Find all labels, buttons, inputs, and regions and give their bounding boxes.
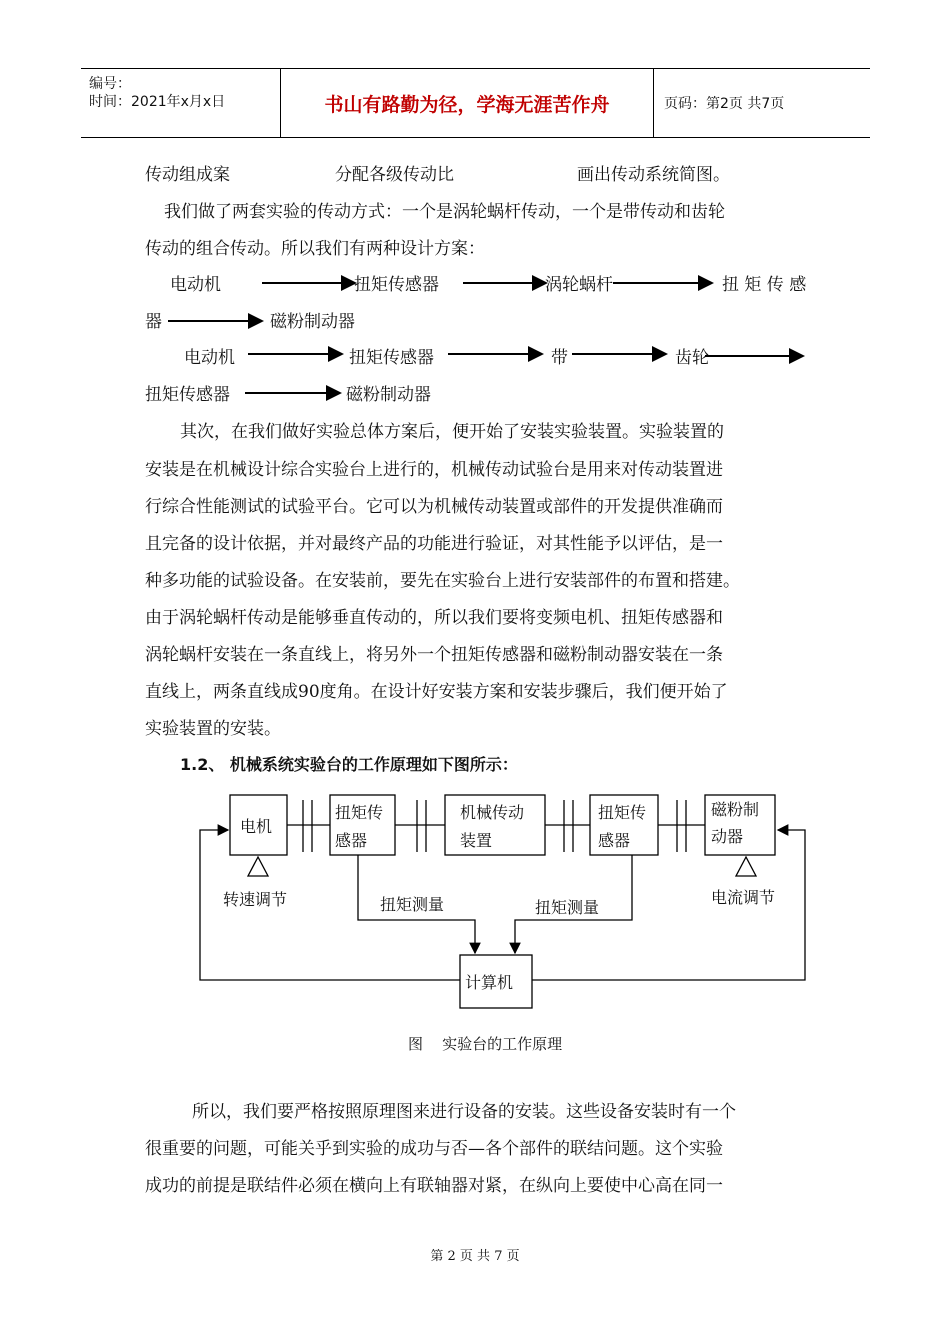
section-heading: 1.2、 机械系统实验台的工作原理如下图所示： xyxy=(180,755,518,774)
scheme2-magnetic-brake: 磁粉制动器 xyxy=(346,385,431,405)
step-2: 分配各级传动比 xyxy=(335,165,454,185)
scheme2-arrows xyxy=(0,330,950,410)
step-3: 画出传动系统简图。 xyxy=(577,165,730,185)
paragraph-2-line: 直线上，两条直线成90度角。在设计好安装方案和安装步骤后，我们便开始了 xyxy=(145,682,728,702)
current-adjust-label: 电流调节 xyxy=(711,888,776,907)
computer-label: 计算机 xyxy=(465,973,514,992)
scheme2-torque-sensor-2: 扭矩传感器 xyxy=(145,385,230,405)
paragraph-1-line-1: 我们做了两套实验的传动方式：一个是涡轮蜗杆传动，一个是带传动和齿轮 xyxy=(164,202,725,222)
scheme1-torque-sensor: 扭矩传感器 xyxy=(354,275,439,295)
paragraph-2-line: 涡轮蜗杆安装在一条直线上，将另外一个扭矩传感器和磁粉制动器安装在一条 xyxy=(145,645,723,665)
torque-measure-1-label: 扭矩测量 xyxy=(380,895,445,914)
brake-label: 动器 xyxy=(711,827,744,846)
scheme1-motor: 电动机 xyxy=(170,275,221,295)
scheme2-belt: 带 xyxy=(551,348,568,368)
mech-transmission-label: 机械传动 xyxy=(460,803,525,822)
scheme1-arrows xyxy=(0,0,950,340)
header-page-number: 页码：第2页 共7页 xyxy=(664,96,785,112)
paragraph-3-line: 成功的前提是联结件必须在横向上有联轴器对紧，在纵向上要使中心高在同一 xyxy=(145,1176,723,1196)
paragraph-2-line: 种多功能的试验设备。在安装前，要先在实验台上进行安装部件的布置和搭建。 xyxy=(145,571,740,591)
torque-sensor-1-label: 感器 xyxy=(335,831,368,850)
paragraph-2-line: 行综合性能测试的试验平台。它可以为机械传动装置或部件的开发提供准确而 xyxy=(145,497,723,517)
mech-transmission-label: 装置 xyxy=(460,831,493,850)
paragraph-3-line: 很重要的问题，可能关乎到实验的成功与否—各个部件的联结问题。这个实验 xyxy=(145,1139,723,1159)
paragraph-2-line: 其次，在我们做好实验总体方案后，便开始了安装实验装置。实验装置的 xyxy=(180,422,724,442)
header-slogan: 书山有路勤为径，学海无涯苦作舟 xyxy=(281,69,654,137)
speed-adjust-label: 转速调节 xyxy=(223,890,288,909)
scheme2-gear: 齿轮 xyxy=(675,348,709,368)
scheme2-torque-sensor: 扭矩传感器 xyxy=(349,348,434,368)
step-1: 传动组成案 xyxy=(145,165,230,185)
working-principle-diagram xyxy=(195,790,815,1025)
page-footer: 第 2 页 共 7 页 xyxy=(430,1249,520,1264)
figure-caption: 图 实验台的工作原理 xyxy=(408,1035,563,1053)
motor-label: 电机 xyxy=(240,817,273,836)
document-number: 编号： xyxy=(89,76,131,92)
paragraph-2-line: 且完备的设计依据，并对最终产品的功能进行验证，对其性能予以评估，是一 xyxy=(145,534,723,554)
torque-sensor-2-label: 感器 xyxy=(598,831,631,850)
torque-sensor-1-label: 扭矩传 xyxy=(335,803,384,822)
document-date: 时间：2021年x月x日 xyxy=(89,94,226,110)
scheme1-torque-sensor-2: 扭 矩 传 感 xyxy=(722,275,807,295)
paragraph-2-line: 安装是在机械设计综合实验台上进行的，机械传动试验台是用来对传动装置进 xyxy=(145,460,723,480)
scheme1-magnetic-brake: 磁粉制动器 xyxy=(270,312,355,332)
scheme2-motor: 电动机 xyxy=(184,348,235,368)
paragraph-2-line: 由于涡轮蜗杆传动是能够垂直传动的，所以我们要将变频电机、扭矩传感器和 xyxy=(145,608,723,628)
paragraph-2-line: 实验装置的安装。 xyxy=(145,719,281,739)
paragraph-1-line-2: 传动的组合传动。所以我们有两种设计方案： xyxy=(145,239,485,259)
scheme1-torque-sensor-2-cont: 器 xyxy=(145,312,162,332)
brake-label: 磁粉制 xyxy=(711,800,760,819)
torque-sensor-2-label: 扭矩传 xyxy=(598,803,647,822)
scheme1-worm-gear: 涡轮蜗杆 xyxy=(545,275,613,295)
torque-measure-2-label: 扭矩测量 xyxy=(535,898,600,917)
paragraph-3-line: 所以，我们要严格按照原理图来进行设备的安装。这些设备安装时有一个 xyxy=(192,1102,736,1122)
